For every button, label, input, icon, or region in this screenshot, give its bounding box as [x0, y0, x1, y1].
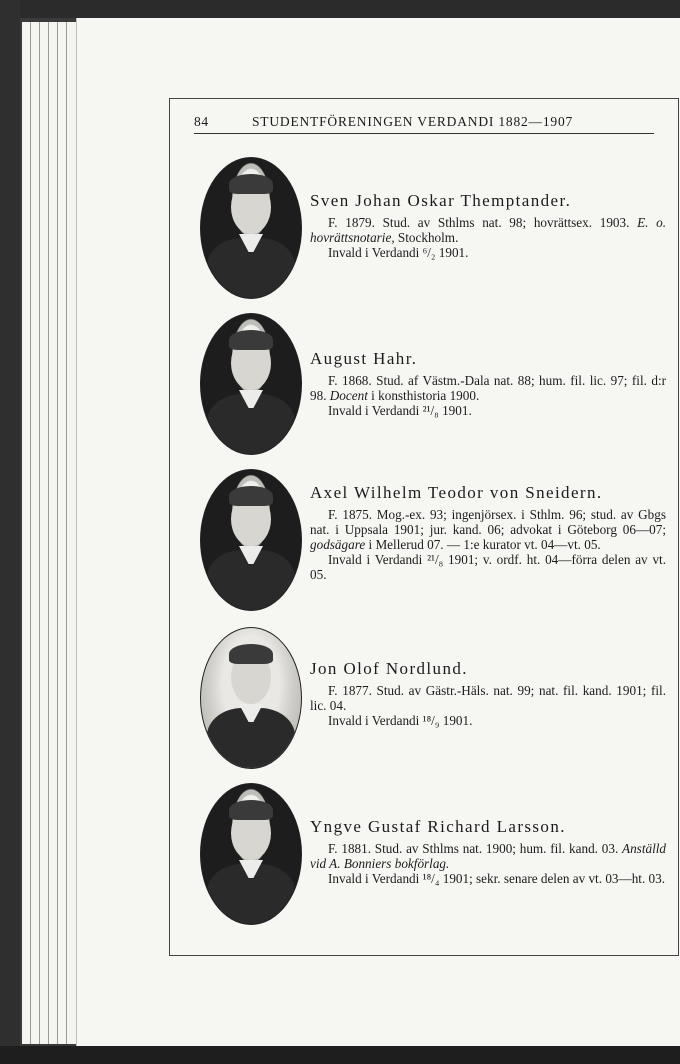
membership-date: Invald i Verdandi ⁶/₂ 1901. — [328, 245, 469, 260]
page-frame — [169, 98, 679, 956]
page-stack-edge — [31, 22, 40, 1044]
book-edge-bottom — [0, 1046, 680, 1064]
portrait-photo — [200, 627, 302, 769]
book-page — [76, 18, 680, 1046]
page-number: 84 — [194, 114, 209, 129]
page-stack-edge — [22, 22, 31, 1044]
running-title: STUDENTFÖRENINGEN VERDANDI 1882—1907 — [252, 114, 574, 129]
portrait-photo — [200, 157, 302, 299]
page-stack-edge — [49, 22, 58, 1044]
running-header — [194, 111, 654, 134]
book-edge-left — [0, 0, 20, 1064]
person-name: August Hahr. — [310, 349, 418, 368]
membership-date: Invald i Verdandi ²¹/₈ 1901. — [328, 403, 472, 418]
page-stack-edge — [58, 22, 67, 1044]
person-name: Sven Johan Oskar Themptander. — [310, 191, 572, 210]
biography-text: F. 1879. Stud. av Sthlms nat. 98; hovrättsex. 1903. E. o. hovrättsnotarie, Stockholm. — [310, 215, 666, 245]
portrait-photo — [200, 313, 302, 455]
biography-text: F. 1868. Stud. af Västm.-Dala nat. 88; hum. fil. lic. 97; fil. d:r 98. Docent i konsthistoria 1900. — [310, 373, 666, 403]
page-stack-edge — [40, 22, 49, 1044]
person-name: Yngve Gustaf Richard Larsson. — [310, 817, 566, 836]
biography-text: F. 1875. Mog.-ex. 93; ingenjörsex. i Sthlm. 96; stud. av Gbgs nat. i Uppsala 1901; jur. kand. 06; advokat i Göteborg 06—07; godsägare i Mellerud 07. — 1:e kurator vt. 04—vt. 05. — [310, 507, 666, 552]
biography-text: F. 1877. Stud. av Gästr.-Häls. nat. 99; nat. fil. kand. 1901; fil. lic. 04. — [310, 683, 666, 713]
portrait-photo — [200, 469, 302, 611]
person-name: Jon Olof Nordlund. — [310, 659, 468, 678]
membership-date: Invald i Verdandi ¹⁸/₄ 1901; sekr. senare delen av vt. 03—ht. 03. — [328, 871, 666, 886]
book-edge-top — [0, 0, 680, 18]
membership-date: Invald i Verdandi ¹⁸/₉ 1901. — [328, 713, 473, 728]
person-name: Axel Wilhelm Teodor von Sneidern. — [310, 483, 603, 502]
portrait-photo — [200, 783, 302, 925]
membership-date: Invald i Verdandi ²¹/₈ 1901; v. ordf. ht. 04—förra delen av vt. 05. — [310, 552, 666, 582]
biography-text: F. 1881. Stud. av Sthlms nat. 1900; hum. fil. kand. 03. Anställd vid A. Bonniers bokförlag. — [310, 841, 666, 871]
